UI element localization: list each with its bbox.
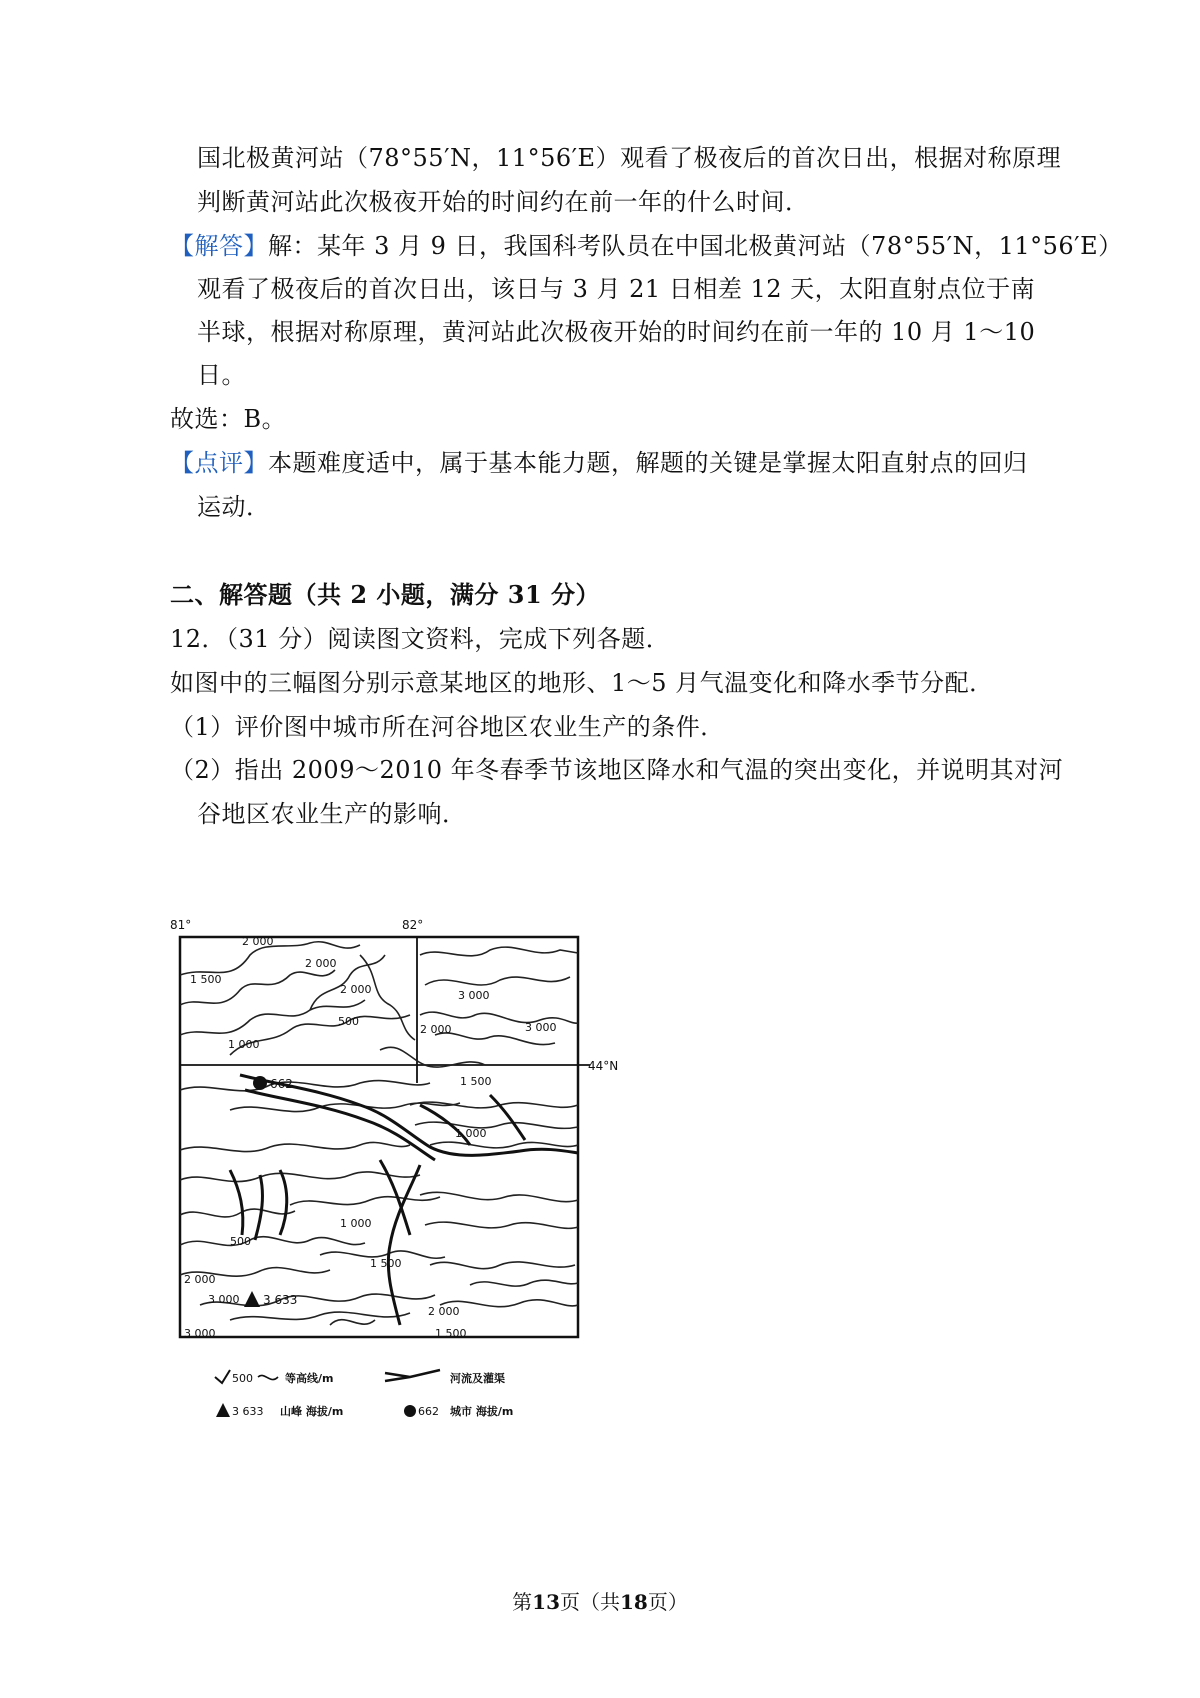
- prev-question-line-1: 国北极黄河站（78°55′N，11°56′E）观看了极夜后的首次日出，根据对称原理: [197, 144, 1062, 172]
- legend-peak-value: 3 633: [232, 1405, 264, 1418]
- legend-contour-label: 等高线/m: [285, 1372, 334, 1385]
- answer-line-4: 日。: [197, 361, 246, 389]
- question-12-sub2-line-2: 谷地区农业生产的影响．: [197, 800, 467, 828]
- contour-label: 1 000: [340, 1217, 372, 1230]
- answer-line-3: 半球，根据对称原理，黄河站此次极夜开始的时间约在前一年的 10 月 1～10: [197, 318, 1036, 346]
- footer-total-pages: 18: [620, 1590, 648, 1614]
- contour-labels: [184, 935, 557, 1340]
- footer-prefix: 第: [512, 1590, 533, 1614]
- footer-page-number: 13: [532, 1590, 560, 1614]
- question-12-intro: 如图中的三幅图分别示意某地区的地形、1～5 月气温变化和降水季节分配．: [170, 669, 994, 697]
- contour-label: 2 000: [428, 1305, 460, 1318]
- contour-label: 2 000: [242, 935, 274, 948]
- footer-suffix: 页）: [647, 1590, 688, 1614]
- question-12-stem: 12．（31 分）阅读图文资料，完成下列各题．: [170, 625, 671, 653]
- peak-marker-icon: [244, 1291, 260, 1307]
- contour-label: 3 000: [458, 989, 490, 1002]
- comment-text-1: 本题难度适中，属于基本能力题，解题的关键是掌握太阳直射点的回归: [268, 449, 1028, 477]
- answer-text-1: 解：某年 3 月 9 日，我国科考队员在中国北极黄河站（78°55′N，11°56′E）: [268, 232, 1123, 260]
- answer-tag: 【解答】: [170, 232, 268, 260]
- lat-label-44: 44°N: [588, 1059, 619, 1073]
- city-elevation-label: 662: [270, 1077, 293, 1091]
- footer-mid: 页（共: [560, 1590, 620, 1614]
- city-marker-icon: [253, 1076, 267, 1090]
- question-12-sub1: （1）评价图中城市所在河谷地区农业生产的条件．: [170, 713, 725, 741]
- legend-city-label: 城市 海拔/m: [450, 1405, 514, 1418]
- comment-tag: 【点评】: [170, 449, 268, 477]
- contour-label: 1 500: [370, 1257, 402, 1270]
- contour-label: 2 000: [420, 1023, 452, 1036]
- question-12-sub2-line-1: （2）指出 2009～2010 年冬春季节该地区降水和气温的突出变化，并说明其对河: [170, 756, 1064, 784]
- contour-label: 3 000: [184, 1327, 216, 1340]
- legend-river-label: 河流及灌渠: [450, 1372, 505, 1385]
- legend-city-value: 662: [418, 1405, 439, 1418]
- contour-label: 2 000: [184, 1273, 216, 1286]
- comment-line-1: [170, 445, 1028, 481]
- legend-contour-value: 500: [232, 1372, 253, 1385]
- rivers-and-canals: [230, 1075, 578, 1325]
- prev-question-line-2: 判断黄河站此次极夜开始的时间约在前一年的什么时间．: [197, 188, 810, 216]
- lon-label-81: 81°: [170, 918, 192, 932]
- answer-line-2: 观看了极夜后的首次日出，该日与 3 月 21 日相差 12 天，太阳直射点位于南: [197, 275, 1036, 303]
- answer-line-1: [170, 228, 1123, 264]
- lon-label-82: 82°: [402, 918, 424, 932]
- page-footer: [0, 1586, 1200, 1615]
- peak-legend-icon: [216, 1403, 230, 1417]
- contour-label: 3 000: [525, 1021, 557, 1034]
- contour-label: 500: [338, 1015, 359, 1028]
- river-legend-icon: [385, 1370, 440, 1381]
- map-frame: [180, 937, 578, 1337]
- contour-label: 1 000: [228, 1038, 260, 1051]
- contour-legend-line: [258, 1375, 278, 1379]
- section-title: 二、解答题（共 2 小题，满分 31 分）: [170, 580, 601, 609]
- contour-label: 2 000: [305, 957, 337, 970]
- contour-label: 1 500: [190, 973, 222, 986]
- map-legend: [215, 1370, 513, 1418]
- contour-label: 2 000: [340, 983, 372, 996]
- contour-label: 1 500: [435, 1327, 467, 1340]
- contour-label: 3 000: [208, 1293, 240, 1306]
- peak-elevation-label: 3 633: [263, 1293, 298, 1307]
- contour-label: 1 500: [460, 1075, 492, 1088]
- choice-line: 故选：B。: [170, 405, 287, 433]
- legend-peak-label: 山峰 海拔/m: [280, 1405, 344, 1418]
- contour-label: 500: [230, 1235, 251, 1248]
- topographic-map: [170, 915, 630, 1435]
- city-legend-icon: [404, 1405, 416, 1417]
- contour-legend-icon: [215, 1370, 230, 1383]
- contour-label: 1 000: [455, 1127, 487, 1140]
- comment-line-2: 运动．: [197, 493, 271, 521]
